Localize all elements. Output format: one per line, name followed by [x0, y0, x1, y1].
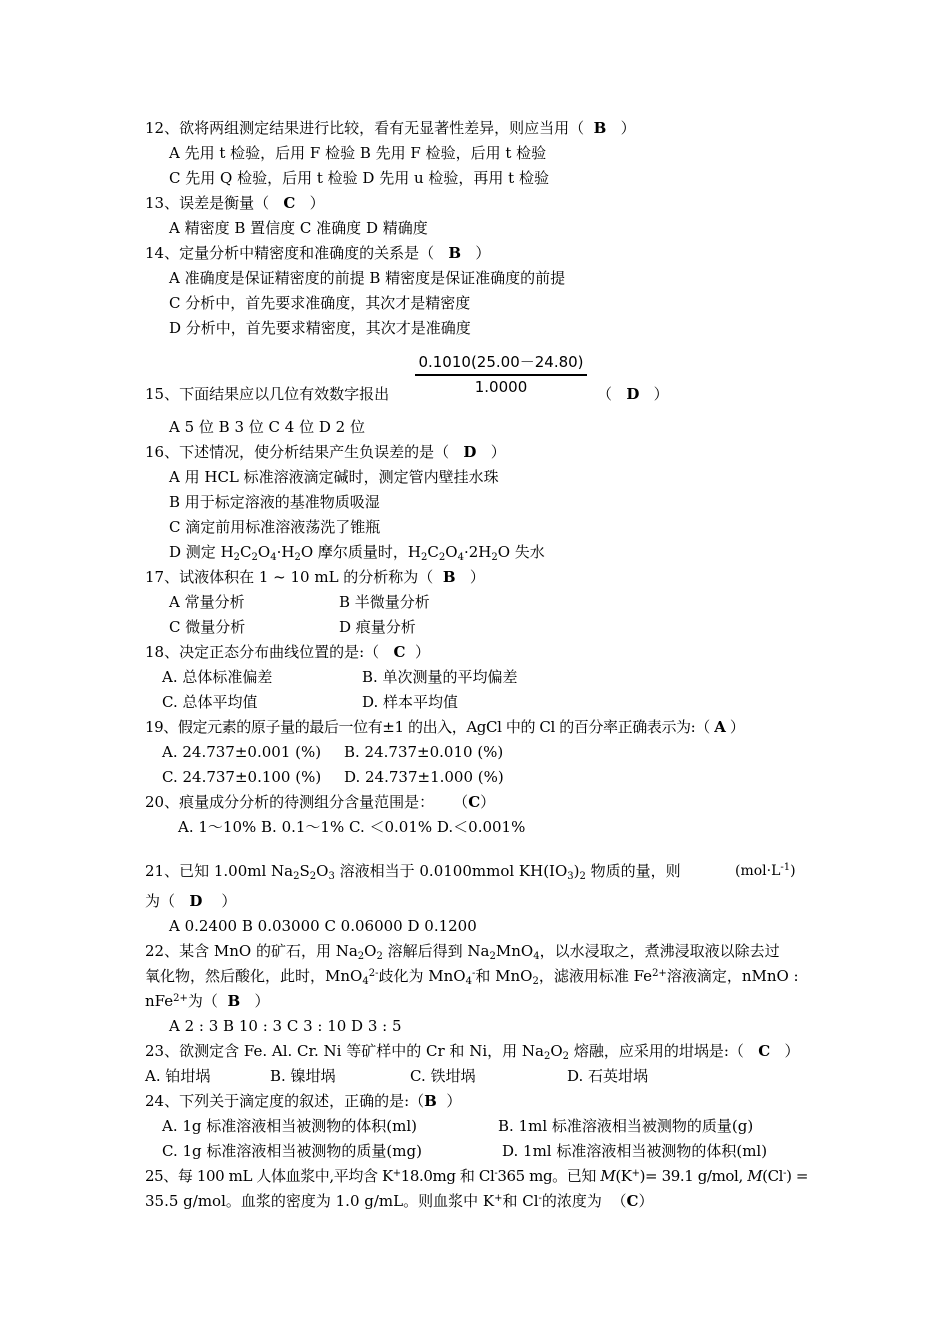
- q20-stem: 20、痕量成分分析的待测组分含量范围是： （C）: [145, 793, 496, 811]
- q21-answer: D: [189, 892, 203, 910]
- q15-stem: 15、下面结果应以几位有效数字报出: [145, 385, 390, 403]
- q22-line-3: nFe$^{2+}$为（ B ）: [145, 992, 270, 1010]
- q19-option-d: D. 24.737±1.000 (%): [344, 768, 504, 786]
- q16-answer: D: [463, 443, 477, 461]
- q22-line-2: 氧化物，然后酸化，此时，MnO$_4^{2-}$歧化为 MnO$_4$-和 MnO$_2$，滤液用标准 $Fe^{2+}$溶液滴定，nMnO :: [145, 967, 799, 987]
- q24-option-c: C. 1g 标准溶液相当被测物的质量(mg): [162, 1142, 422, 1160]
- q18-answer: C: [393, 643, 406, 661]
- q14-options-2: C 分析中，首先要求准确度，其次才是精密度: [169, 294, 471, 312]
- q24-option-d: D. 1ml 标准溶液相当被测物的体积(ml): [502, 1142, 768, 1160]
- q25-line-2: 35.5 g/mol。血浆的密度为 1.0 g/mL。则血浆中 K+和 Cl-的浓度为 （C）: [145, 1192, 654, 1210]
- q23-option-c: C. 铁坩埚: [410, 1067, 476, 1085]
- q18-option-c: C. 总体平均值: [162, 693, 258, 711]
- q19-stem: 19、假定元素的原子量的最后一位有±1 的出入，AgCl 中的 Cl 的百分率正确表示为:（ A ）: [145, 718, 745, 736]
- q24-option-a: A. 1g 标准溶液相当被测物的体积(ml): [162, 1117, 418, 1135]
- q17-option-c: C 微量分析: [169, 618, 246, 636]
- q15-options: A 5 位 B 3 位 C 4 位 D 2 位: [169, 418, 365, 436]
- q14-options-3: D 分析中，首先要求精密度，其次才是准确度: [169, 319, 471, 337]
- q12-stem: 12、欲将两组测定结果进行比较，看有无显著性差异，则应当用（ B ）: [145, 119, 636, 137]
- q18-option-b: B. 单次测量的平均偏差: [362, 668, 518, 686]
- q18-option-a: A. 总体标准偏差: [162, 668, 273, 686]
- q12-options-2: C 先用 Q 检验，后用 t 检验 D 先用 u 检验，再用 t 检验: [169, 169, 549, 187]
- q23-option-b: B. 镍坩埚: [270, 1067, 336, 1085]
- q16-option-c: C 滴定前用标准溶液荡洗了锥瓶: [169, 518, 381, 536]
- q21-stem: 21、已知 1.00ml $Na_2S_2O_3$ 溶液相当于 0.0100mmol $KH(IO_3)_2$ 物质的量，则: [145, 862, 681, 882]
- q16-stem: 16、下述情况，使分析结果产生负误差的是（ D ）: [145, 443, 506, 461]
- q15-numerator: 0.1010(25.00－24.80): [415, 351, 587, 376]
- q15-fraction: [415, 351, 587, 396]
- q25-answer: C: [626, 1192, 639, 1210]
- q14-options-1: A 准确度是保证精密度的前提 B 精密度是保证准确度的前提: [169, 269, 566, 287]
- q16-option-d: D 测定 $H_2C_2O_4\cdot H_2O$ 摩尔质量时，$H_2C_2O_4\cdot 2H_2O$ 失水: [169, 543, 545, 563]
- q19-answer: A: [714, 718, 726, 736]
- q17-answer: B: [442, 568, 456, 586]
- q23-stem: 23、欲测定含 Fe. Al. Cr. Ni 等矿样中的 Cr 和 Ni，用 $Na_2O_2$ 熔融，应采用的坩埚是:（ C ）: [145, 1042, 800, 1062]
- q18-option-d: D. 样本平均值: [362, 693, 459, 711]
- q19-option-b: B. 24.737±0.010 (%): [344, 743, 504, 761]
- q19-option-c: C. 24.737±0.100 (%): [162, 768, 322, 786]
- q16-option-a: A 用 HCL 标准溶液滴定碱时，测定管内壁挂水珠: [169, 468, 499, 486]
- q14-answer: B: [448, 244, 462, 262]
- q24-answer: B: [424, 1092, 437, 1110]
- q17-option-b: B 半微量分析: [339, 593, 430, 611]
- q22-answer: B: [227, 992, 241, 1010]
- q13-stem: 13、误差是衡量（ C ）: [145, 194, 325, 212]
- q21-answer-line: 为（ D ）: [145, 892, 237, 910]
- q15-denominator: 1.0000: [474, 378, 528, 396]
- q21-options: A 0.2400 B 0.03000 C 0.06000 D 0.1200: [169, 917, 477, 935]
- q15-answer-line: （ D ）: [597, 385, 669, 403]
- q23-answer: C: [758, 1042, 771, 1060]
- q17-stem: 17、试液体积在 1 ~ 10 mL 的分析称为（ B ）: [145, 568, 485, 586]
- q17-option-a: A 常量分析: [169, 593, 245, 611]
- q24-option-b: B. 1ml 标准溶液相当被测物的质量(g): [498, 1117, 754, 1135]
- q24-stem: 24、下列关于滴定度的叙述，正确的是:（B ）: [145, 1092, 462, 1110]
- q13-answer: C: [283, 194, 296, 212]
- q22-line-1: 22、某含 MnO 的矿石，用 $Na_2O_2$ 溶解后得到 $Na_2MnO_4$，以水浸取之，煮沸浸取液以除去过: [145, 942, 780, 962]
- q19-option-a: A. 24.737±0.001 (%): [162, 743, 322, 761]
- q20-answer: C: [468, 793, 481, 811]
- q12-options-1: A 先用 t 检验，后用 F 检验 B 先用 F 检验，后用 t 检验: [169, 144, 547, 162]
- q22-options: A 2 : 3 B 10 : 3 C 3 : 10 D 3 : 5: [169, 1017, 402, 1035]
- q16-option-b: B 用于标定溶液的基准物质吸湿: [169, 493, 380, 511]
- q25-line-1: 25、每 100 mL 人体血浆中,平均含 K+18.0mg 和 Cl-365 mg。已知 M(K+)= 39.1 g/mol, M(Cl-) =: [145, 1167, 809, 1185]
- q12-answer: B: [593, 119, 607, 137]
- q13-options: A 精密度 B 置信度 C 准确度 D 精确度: [169, 219, 428, 237]
- q18-stem: 18、决定正态分布曲线位置的是:（ C ）: [145, 643, 430, 661]
- q15-answer: D: [626, 385, 640, 403]
- q21-unit: $(mol\cdot L^{-1})$: [735, 862, 796, 879]
- q17-option-d: D 痕量分析: [339, 618, 416, 636]
- q23-option-a: A. 铂坩埚: [145, 1067, 211, 1085]
- q20-options: A. 1～10% B. 0.1～1% C. ＜0.01% D.＜0.001%: [178, 818, 526, 836]
- q23-option-d: D. 石英坩埚: [567, 1067, 649, 1085]
- q14-stem: 14、定量分析中精密度和准确度的关系是（ B ）: [145, 244, 491, 262]
